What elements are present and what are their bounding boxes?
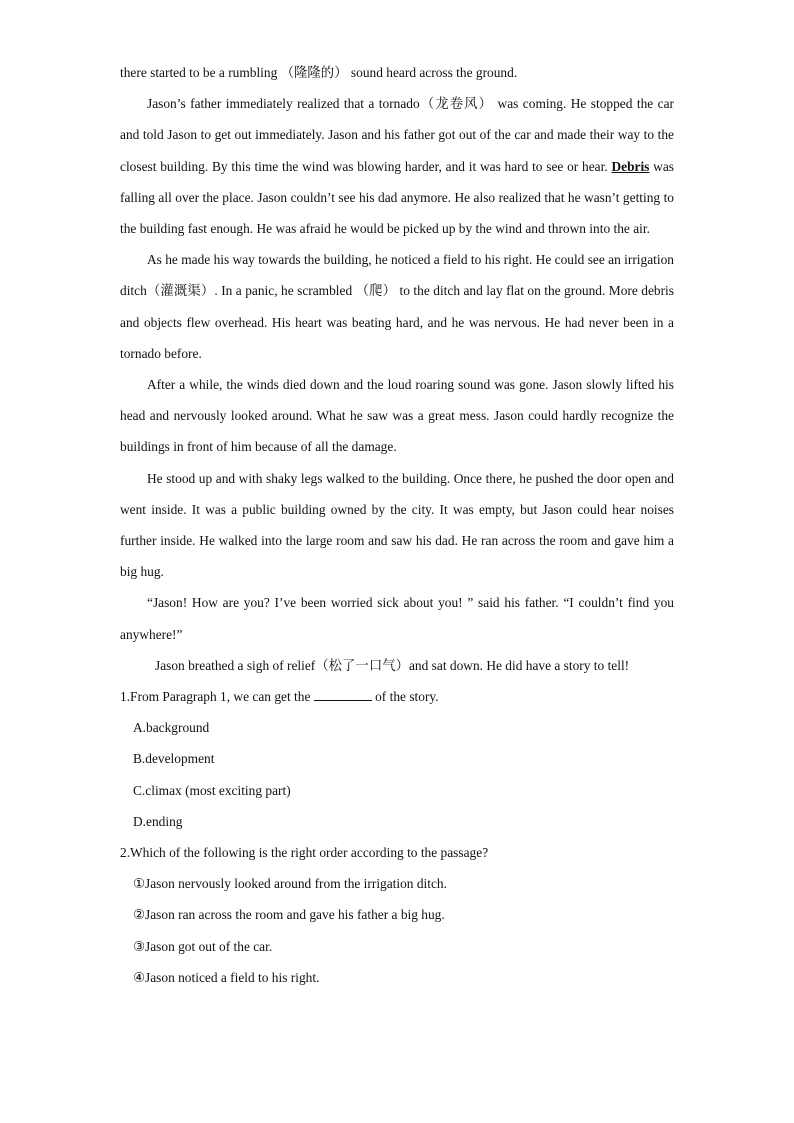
- paragraph-building: He stood up and with shaky legs walked to the building. Once there, he pushed the door open and went inside. It was a public building owned by the city. It was empty, but Jason could hear noises further inside. He walked into the large room and saw his dad. He ran across the room and gave him a big hug.: [120, 470, 674, 580]
- question-2-item-3: ③Jason got out of the car.: [133, 938, 273, 954]
- question-2-item-1: ①Jason nervously looked around from the irrigation ditch.: [133, 876, 447, 892]
- question-2-stem: 2.Which of the following is the right order according to the passage?: [120, 845, 489, 861]
- question-1-option-d: D.ending: [133, 813, 183, 829]
- paragraph-tornado-text: Jason’s father immediately realized that a tornado（龙卷风） was coming. He stopped the car and told Jason to get out immediately. Jason and his father got out of the car and made their way to the closest building. By this time the wind was blowing harder, and it was hard to see or hear.: [120, 96, 674, 174]
- paragraph-tornado: [120, 88, 674, 244]
- paragraph-ditch: As he made his way towards the building, he noticed a field to his right. He could see an irrigation ditch（灌溉渠）. In a panic, he scrambled （爬） to the ditch and lay flat on the ground. More debris and objects flew overhead. His heart was beating hard, and he was nervous. He had never been in a tornado before.: [120, 252, 674, 361]
- answer-blank: [314, 688, 372, 701]
- question-1-option-c: C.climax (most exciting part): [133, 782, 291, 798]
- paragraph-father-quote: “Jason! How are you? I’ve been worried sick about you! ” said his father. “I couldn’t find you anywhere!”: [120, 595, 674, 642]
- question-1-stem: [120, 681, 674, 712]
- question-2-item-2: ②Jason ran across the room and gave his father a big hug.: [133, 907, 445, 923]
- question-1-option-b: B.development: [133, 751, 215, 767]
- keyword-debris: Debris: [611, 158, 650, 174]
- question-1-stem-after: of the story.: [375, 689, 439, 705]
- document-content: [120, 57, 674, 993]
- question-2-item-4: ④Jason noticed a field to his right.: [133, 969, 320, 985]
- paragraph-aftermath: After a while, the winds died down and the loud roaring sound was gone. Jason slowly lifted his head and nervously looked around. What he saw was a great mess. Jason could hardly recognize the buildings in front of him because of all the damage.: [120, 377, 674, 455]
- paragraph-tornado-rest: was falling all over the place. Jason couldn’t see his dad anymore. He also realized that he wasn’t getting to the building fast enough. He was afraid he would be picked up by the wind and thrown into the air.: [120, 158, 674, 237]
- question-1-option-a: A.background: [133, 720, 210, 736]
- paragraph-ending: Jason breathed a sigh of relief（松了一口气）and sat down. He did have a story to tell!: [155, 657, 630, 673]
- question-1-stem-before: 1.From Paragraph 1, we can get the: [120, 689, 311, 705]
- paragraph-continuation: there started to be a rumbling （隆隆的） sound heard across the ground.: [120, 65, 518, 80]
